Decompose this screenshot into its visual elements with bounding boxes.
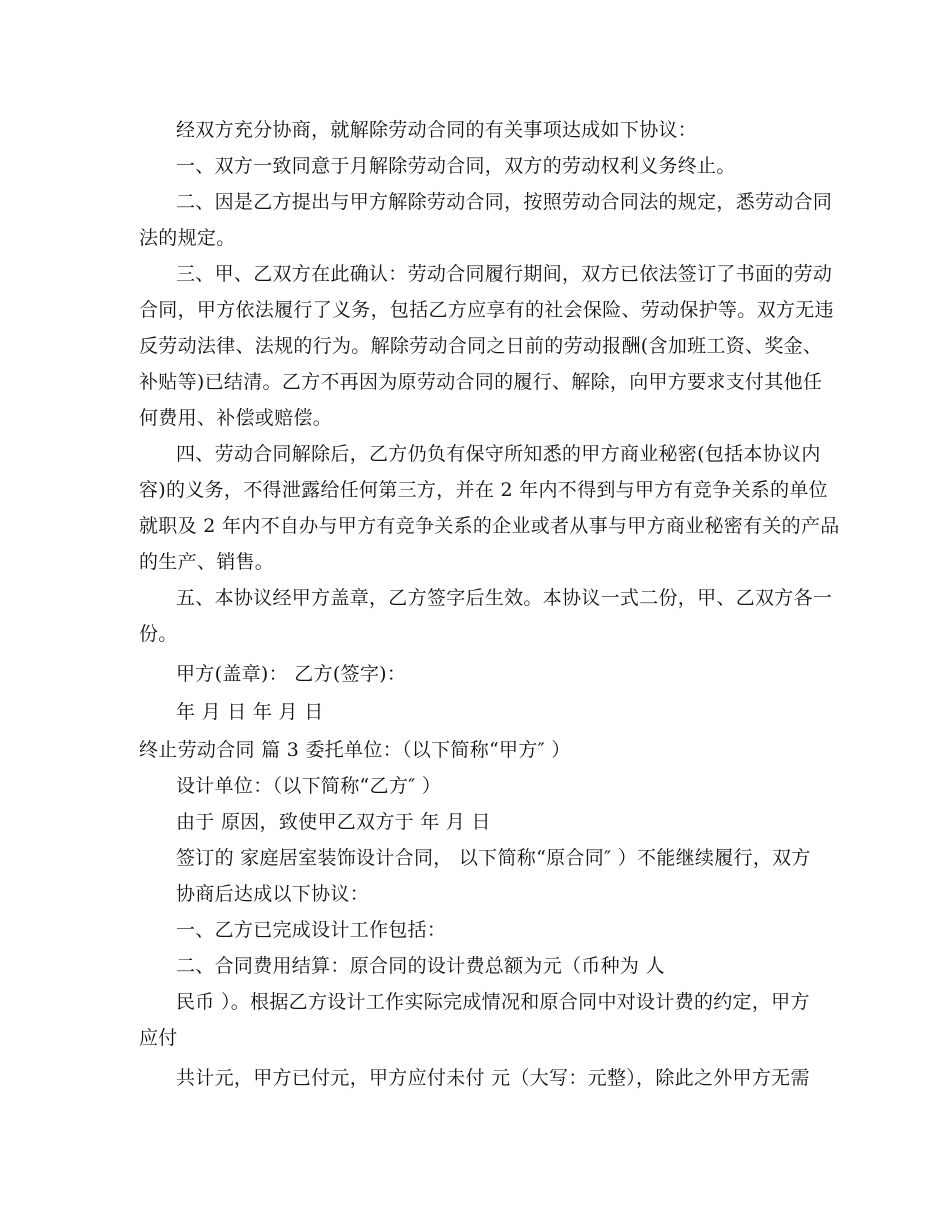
text-line: 一、乙方已完成设计工作包括： [176, 919, 447, 941]
text-line: 五、本协议经甲方盖章，乙方签字后生效。本协议一式二份，甲、乙双方各一 [176, 587, 833, 609]
text-line: 协商后达成以下协议： [176, 883, 370, 905]
text-line: 容)的义务，不得泄露给任何第三方，并在 2 年内不得到与甲方有竞争关系的单位 [139, 479, 828, 501]
text-line: 份。 [139, 623, 178, 645]
text-line: 四、劳动合同解除后，乙方仍负有保守所知悉的甲方商业秘密(包括本协议内 [176, 443, 821, 465]
signature-date-line: 年 月 日 年 月 日 [176, 701, 324, 723]
text-line: 一、双方一致同意于月解除劳动合同，双方的劳动权利义务终止。 [176, 155, 736, 177]
text-line: 二、因是乙方提出与甲方解除劳动合同，按照劳动合同法的规定，悉劳动合同 [176, 191, 833, 213]
text-line: 民币 ）。根据乙方设计工作实际完成情况和原合同中对设计费的约定，甲方 [176, 991, 810, 1013]
text-line: 由于 原因，致使甲乙双方于 年 月 日 [176, 811, 491, 833]
text-line: 三、甲、乙双方在此确认：劳动合同履行期间，双方已依法签订了书面的劳动 [176, 263, 833, 285]
text-line: 反劳动法律、法规的行为。解除劳动合同之日前的劳动报酬(含加班工资、奖金、 [139, 335, 823, 357]
text-line: 设计单位：（以下简称“乙方″ ） [176, 775, 442, 797]
signature-parties-line: 甲方(盖章)： 乙方(签字)： [176, 663, 407, 685]
text-line: 经双方充分协商，就解除劳动合同的有关事项达成如下协议： [176, 119, 698, 141]
text-line: 法的规定。 [139, 227, 236, 249]
text-line: 签订的 家庭居室装饰设计合同， 以下简称“原合同″ ）不能继续履行，双方 [176, 847, 811, 869]
text-line: 共计元，甲方已付元，甲方应付未付 元（大写：元整），除此之外甲方无需 [176, 1067, 810, 1089]
text-line: 补贴等)已结清。乙方不再因为原劳动合同的履行、解除，向甲方要求支付其他任 [139, 371, 823, 393]
text-line: 二、合同费用结算：原合同的设计费总额为元（币种为 人 [176, 955, 665, 977]
text-line: 合同，甲方依法履行了义务，包括乙方应享有的社会保险、劳动保护等。双方无违 [139, 299, 834, 321]
text-line: 的生产、销售。 [139, 551, 275, 573]
section-heading-line: 终止劳动合同 篇 3 委托单位：（以下简称“甲方″ ） [139, 739, 571, 761]
text-line: 何费用、补偿或赔偿。 [139, 407, 333, 429]
text-line: 应付 [139, 1027, 178, 1049]
text-line: 就职及 2 年内不自办与甲方有竞争关系的企业或者从事与甲方商业秘密有关的产品 [139, 515, 840, 537]
